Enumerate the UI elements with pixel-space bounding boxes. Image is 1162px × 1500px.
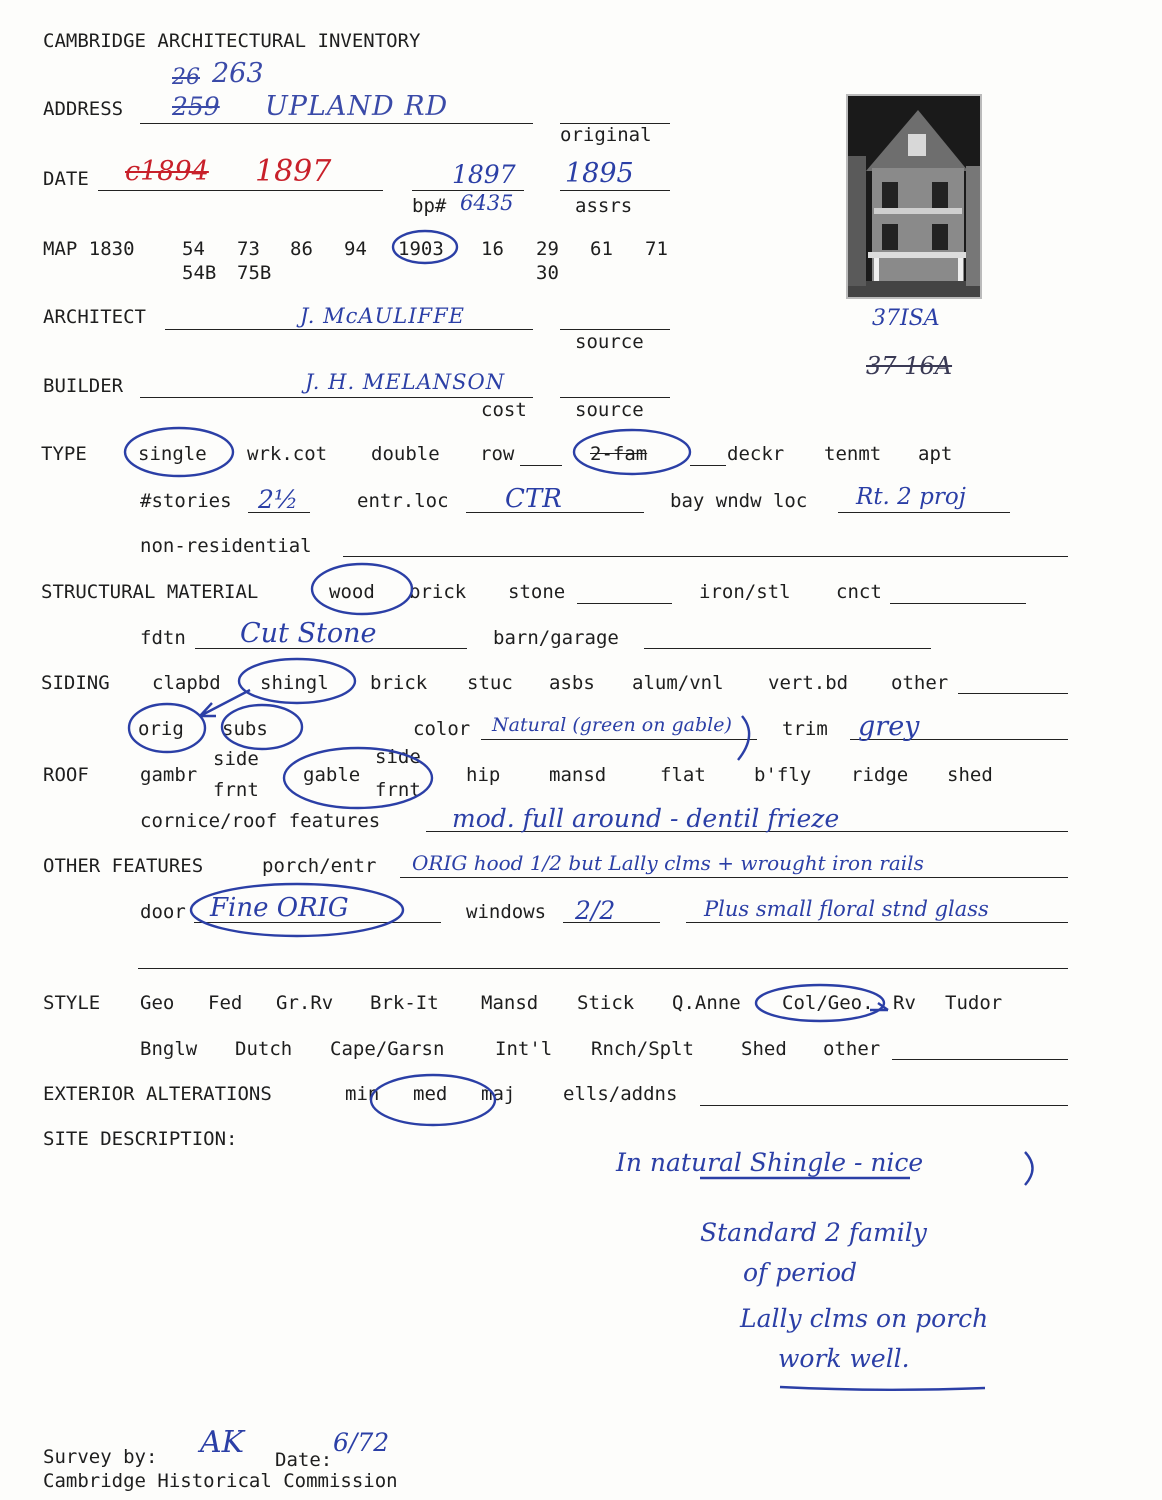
hw-windows: 2/2 [575, 896, 616, 925]
original-label: original [560, 124, 652, 146]
barn-label: barn/garage [493, 627, 619, 649]
circle-subs [222, 705, 302, 749]
circle-col-geo [756, 985, 884, 1021]
site-label: SITE DESCRIPTION: [43, 1128, 238, 1150]
map-year: 54 [182, 238, 205, 260]
hw-trim: grey [858, 711, 920, 742]
nonres-label: non-residential [140, 535, 312, 557]
trim-label: trim [782, 718, 828, 740]
style-tudor: Tudor [945, 992, 1003, 1014]
type-tenmt: tenmt [824, 443, 882, 465]
site-underline [780, 1387, 985, 1390]
style-mansd: Mansd [481, 992, 539, 1014]
hw-address-num-top: 263 [212, 58, 264, 89]
map-year: 86 [290, 238, 313, 260]
bp-label: bp# [412, 195, 447, 217]
map-year: 16 [481, 238, 504, 260]
survey-label: Survey by: [43, 1446, 158, 1468]
style-bnglw: Bnglw [140, 1038, 198, 1060]
roof-shed: shed [947, 764, 993, 786]
circle-wood [312, 564, 412, 614]
roof-frnt-2: frnt [375, 779, 421, 801]
style-geo: Geo [140, 992, 175, 1014]
natural-paren [1025, 1152, 1033, 1185]
arrow-shingl-to-orig [200, 690, 250, 716]
bay-label: bay wndw loc [670, 490, 808, 512]
exterior-label: EXTERIOR ALTERATIONS [43, 1083, 272, 1105]
map-label: MAP 1830 [43, 238, 135, 260]
structural-iron: iron/stl [699, 581, 791, 603]
footer-text: Cambridge Historical Commission [43, 1470, 398, 1492]
hw-door: Fine ORIG [210, 893, 349, 923]
style-label: STYLE [43, 992, 101, 1014]
roof-ridge: ridge [851, 764, 909, 786]
circle-gable [284, 748, 432, 808]
siding-clapbd: clapbd [152, 672, 221, 694]
siding-vert: vert.bd [768, 672, 849, 694]
roof-gambr: gambr [140, 764, 198, 786]
map-year: 73 [237, 238, 260, 260]
hw-architect: J. McAULIFFE [300, 304, 465, 328]
roof-side-2: side [375, 746, 421, 768]
map-year: 71 [645, 238, 668, 260]
hw-porch: ORIG hood 1/2 but Lally clms + wrought iron rails [412, 851, 924, 875]
structural-wood: wood [329, 581, 375, 603]
hw-surveyor: AK [200, 1425, 245, 1460]
roof-mansd: mansd [549, 764, 607, 786]
hw-address-num-struck-top: 26 [172, 65, 200, 90]
hw-assrs-year: 1895 [565, 158, 634, 189]
alter-med: med [413, 1083, 448, 1105]
windows-label: windows [466, 901, 547, 923]
map-year: 75B [237, 262, 272, 284]
hw-builder: J. H. MELANSON [305, 370, 506, 394]
siding-other: other [891, 672, 949, 694]
siding-orig: orig [138, 718, 184, 740]
source-label: source [575, 399, 644, 421]
type-double: double [371, 443, 440, 465]
source-label: source [575, 331, 644, 353]
hw-color: Natural (green on gable) [492, 714, 732, 736]
roof-flat: flat [660, 764, 706, 786]
map-year: 54B [182, 262, 217, 284]
hw-photo-ref: 37ISA [872, 306, 940, 331]
structural-cnct: cnct [836, 581, 882, 603]
roof-bfly: b'fly [754, 764, 812, 786]
hw-bp-year: 1897 [452, 160, 516, 189]
circle-orig [129, 704, 205, 752]
circle-shingl [239, 659, 355, 703]
roof-side-1: side [213, 748, 259, 770]
style-rv: Rv [893, 992, 916, 1014]
type-two-fam: 2-fam [590, 443, 648, 465]
style-other: other [823, 1038, 881, 1060]
circle-door [191, 884, 403, 936]
roof-hip: hip [466, 764, 501, 786]
circle-single [125, 428, 233, 476]
other-features-label: OTHER FEATURES [43, 855, 204, 877]
hw-bay-wndw: Rt. 2 proj [856, 484, 966, 510]
map-year: 1903 [398, 238, 444, 260]
style-colgeo: Col/Geo. [782, 992, 874, 1014]
siding-brick: brick [370, 672, 428, 694]
hw-site-line: of period [743, 1258, 858, 1287]
door-label: door [140, 901, 186, 923]
hw-date-struck: c1894 [125, 156, 209, 187]
survey-date-label: Date: [275, 1449, 333, 1471]
type-single: single [138, 443, 207, 465]
hw-site-line: Lally clms on porch [740, 1304, 989, 1333]
type-deckr: deckr [727, 443, 785, 465]
hw-survey-date: 6/72 [333, 1428, 390, 1457]
style-intl: Int'l [495, 1038, 553, 1060]
architect-label: ARCHITECT [43, 306, 146, 328]
type-wrkcot: wrk.cot [247, 443, 328, 465]
builder-label: BUILDER [43, 375, 124, 397]
style-qanne: Q.Anne [672, 992, 741, 1014]
hw-date-red: 1897 [255, 154, 332, 189]
map-year: 29 [536, 238, 559, 260]
hw-windows-note: Plus small floral stnd glass [704, 897, 989, 921]
siding-asbs: asbs [549, 672, 595, 694]
type-row: row [480, 443, 515, 465]
style-shed: Shed [741, 1038, 787, 1060]
siding-alum: alum/vnl [632, 672, 724, 694]
style-cape: Cape/Garsn [330, 1038, 445, 1060]
hw-site-line: work well. [778, 1344, 910, 1373]
roof-label: ROOF [43, 764, 89, 786]
hw-photo-ref-struck: 37 16A [866, 352, 953, 380]
hw-street: UPLAND RD [265, 91, 449, 122]
hw-bp-number: 6435 [460, 191, 514, 215]
style-stick: Stick [577, 992, 635, 1014]
hw-stories: 2½ [258, 485, 299, 514]
alter-maj: maj [481, 1083, 516, 1105]
style-rnch: Rnch/Splt [591, 1038, 694, 1060]
stories-label: #stories [140, 490, 232, 512]
assrs-label: assrs [575, 195, 633, 217]
map-year: 61 [590, 238, 613, 260]
style-fed: Fed [208, 992, 243, 1014]
siding-shingl: shingl [260, 672, 329, 694]
hw-site-line: In natural Shingle - nice [616, 1148, 924, 1177]
date-label: DATE [43, 168, 89, 190]
structural-label: STRUCTURAL MATERIAL [41, 581, 259, 603]
roof-frnt-1: frnt [213, 779, 259, 801]
style-dutch: Dutch [235, 1038, 293, 1060]
type-apt: apt [918, 443, 953, 465]
siding-subs: subs [222, 718, 268, 740]
form-title: CAMBRIDGE ARCHITECTURAL INVENTORY [43, 30, 421, 52]
address-label: ADDRESS [43, 98, 124, 120]
porch-label: porch/entr [262, 855, 377, 877]
color-paren [738, 716, 749, 760]
style-brkit: Brk-It [370, 992, 439, 1014]
circle-two-fam [574, 430, 690, 474]
structural-stone: stone [508, 581, 566, 603]
style-grrv: Gr.Rv [276, 992, 334, 1014]
arrow-col-geo [870, 1003, 888, 1010]
circle-1903 [393, 231, 457, 263]
map-year: 30 [536, 262, 559, 284]
hw-cornice: mod. full around - dentil frieze [452, 804, 840, 833]
siding-stuc: stuc [467, 672, 513, 694]
roof-gable: gable [303, 764, 361, 786]
structural-brick: brick [409, 581, 467, 603]
cornice-label: cornice/roof features [140, 810, 381, 832]
hw-fdtn: Cut Stone [240, 618, 377, 649]
color-label: color [413, 718, 471, 740]
alter-ells: ells/addns [563, 1083, 678, 1105]
fdtn-label: fdtn [140, 627, 186, 649]
cost-label: cost [481, 399, 527, 421]
type-label: TYPE [41, 443, 87, 465]
siding-label: SIDING [41, 672, 110, 694]
entr-label: entr.loc [357, 490, 449, 512]
hw-entr-loc: CTR [505, 484, 562, 514]
hw-site-line: Standard 2 family [700, 1218, 927, 1247]
alter-min: min [345, 1083, 380, 1105]
hw-address-num-struck: 259 [172, 92, 220, 121]
circle-med [371, 1075, 495, 1125]
map-year: 94 [344, 238, 367, 260]
